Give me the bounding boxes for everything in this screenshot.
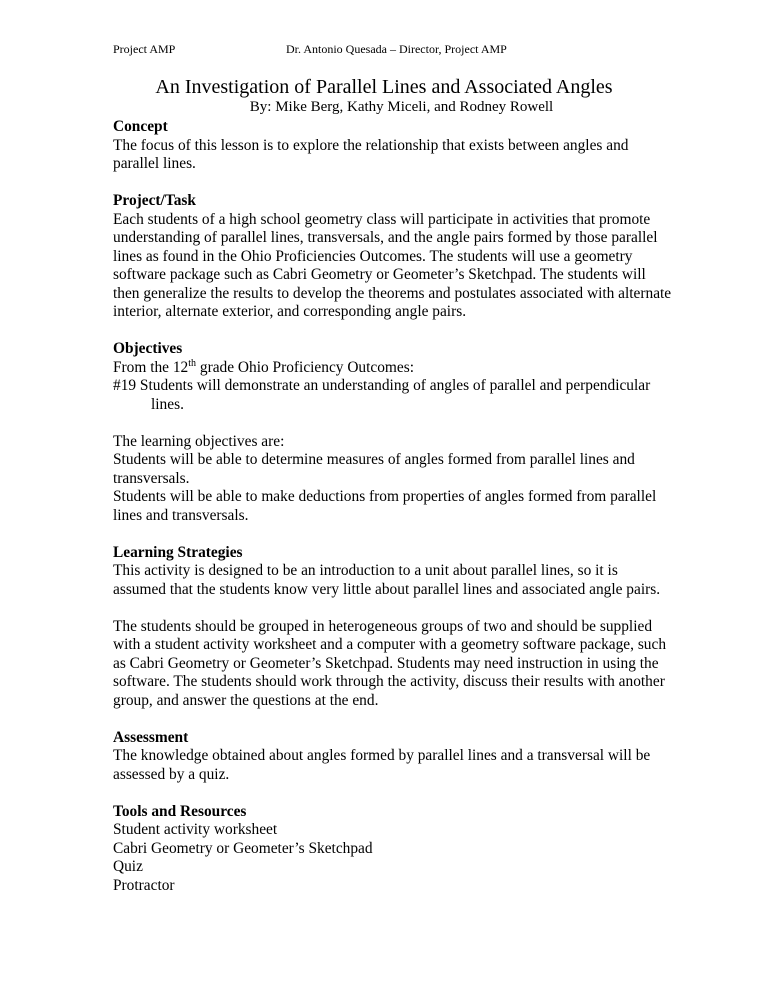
header-left: Project AMP	[113, 42, 176, 56]
objectives-from-suffix: grade Ohio Proficiency Outcomes:	[196, 358, 415, 376]
learning-objective-2: Students will be able to make deductions from properties of angles formed from parallel lines and transversals.	[113, 488, 657, 524]
project-task-heading: Project/Task	[113, 192, 196, 209]
spacer	[113, 174, 673, 193]
spacer	[113, 525, 673, 544]
spacer	[113, 322, 673, 341]
assessment-text: The knowledge obtained about angles formed by parallel lines and a transversal will be assessed by a quiz.	[113, 747, 651, 783]
document-body	[113, 118, 673, 895]
authors-line: By: Mike Berg, Kathy Miceli, and Rodney Rowell	[249, 99, 554, 115]
learning-objectives-intro: The learning objectives are:	[113, 432, 285, 450]
concept-heading: Concept	[113, 118, 168, 135]
learning-strategies-heading: Learning Strategies	[113, 543, 243, 561]
tools-item: Student activity worksheet	[113, 821, 278, 838]
assessment-heading: Assessment	[113, 728, 189, 746]
tools-heading: Tools and Resources	[113, 802, 247, 820]
tools-item: Protractor	[113, 876, 175, 894]
spacer	[113, 599, 673, 618]
objectives-from-prefix: From the 12	[113, 358, 189, 376]
tools-item: Cabri Geometry or Geometer’s Sketchpad	[113, 839, 373, 857]
spacer	[113, 710, 673, 729]
learning-strategies-para-2: The students should be grouped in heterogeneous groups of two and should be supplied with a student activity worksheet and a computer with a geometry software package, such as Cabri Geometry or Geometer’s Sketchpad. Students may need instruction in using the software. The students should work through the activity, discuss their results with another group, and answer the questions at the end.	[113, 617, 667, 709]
outcome-19-line: #19 Students will demonstrate an understanding of angles of parallel and perpendicular	[113, 377, 651, 394]
header-center: Dr. Antonio Quesada – Director, Project AMP	[286, 42, 507, 56]
objectives-heading: Objectives	[113, 340, 183, 357]
tools-item: Quiz	[113, 858, 143, 875]
outcome-19-continuation: lines.	[151, 395, 184, 413]
spacer	[113, 414, 673, 433]
objectives-from-superscript: th	[188, 357, 197, 369]
page-title: An Investigation of Parallel Lines and Associated Angles	[155, 76, 613, 98]
learning-strategies-para-1: This activity is designed to be an introduction to a unit about parallel lines, so it is assumed that the students know very little about parallel lines and associated angle pairs.	[113, 562, 661, 598]
concept-text: The focus of this lesson is to explore the relationship that exists between angles and parallel lines.	[113, 136, 629, 172]
project-task-text: Each students of a high school geometry class will participate in activities that promote understanding of parallel lines, transversals, and the angle pairs formed by those parallel lines as found in the Ohio Proficiencies Outcomes. The students will use a geometry software package such as Cabri Geometry or Geometer’s Sketchpad. The students will then generalize the results to develop the theorems and postulates associated with alternate interior, alternate exterior, and corresponding angle pairs.	[113, 210, 672, 320]
objectives-from-line	[113, 359, 673, 378]
learning-objective-1: Students will be able to determine measures of angles formed from parallel lines and transversals.	[113, 451, 635, 487]
spacer	[113, 784, 673, 803]
